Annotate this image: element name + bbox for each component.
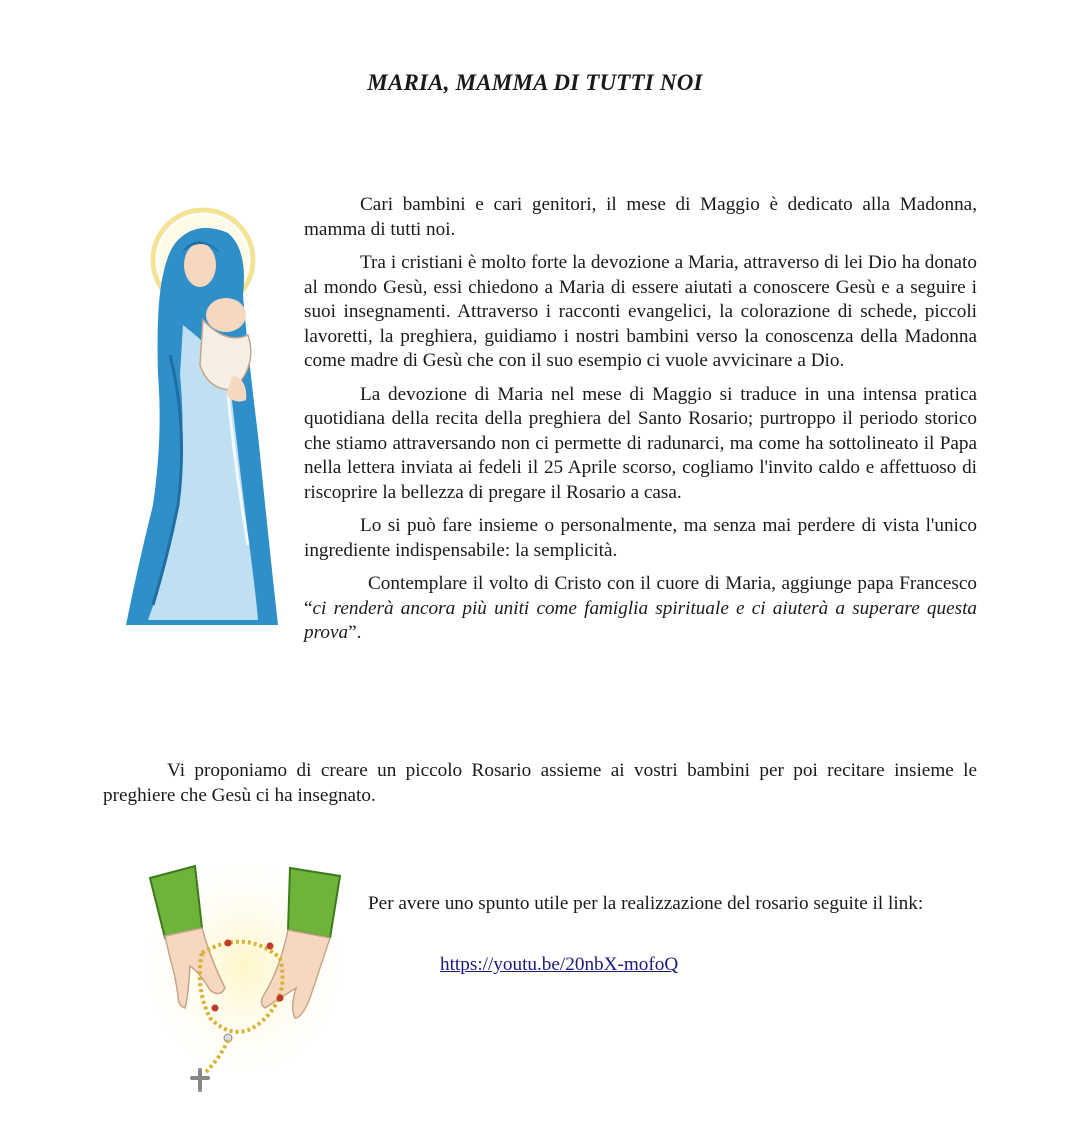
quote-close: ”. xyxy=(348,622,362,643)
paragraph: Lo si può fare insieme o personalmente, ma senza mai perdere di vista l'unico ingrediente indispensabile: la semplicità. xyxy=(304,515,977,561)
rosary-hands-illustration xyxy=(140,858,350,1098)
link-intro: Per avere uno spunto utile per la realizzazione del rosario seguite il link: xyxy=(368,893,924,914)
video-link[interactable]: https://youtu.be/20nbX-mofoQ xyxy=(440,954,679,975)
quote-lead: Contemplare il volto di Cristo con il cuore di Maria, aggiunge papa Francesco “ xyxy=(304,573,977,619)
quote-paragraph xyxy=(304,572,977,646)
madonna-illustration xyxy=(108,205,283,635)
paragraph: Cari bambini e cari genitori, il mese di Maggio è dedicato alla Madonna, mamma di tutti noi. xyxy=(304,194,977,240)
proposal-paragraph: Vi proponiamo di creare un piccolo Rosario assieme ai vostri bambini per poi recitare insieme le preghiere che Gesù ci ha insegnato. xyxy=(103,760,977,806)
main-text-column xyxy=(304,193,977,655)
paragraph: Tra i cristiani è molto forte la devozione a Maria, attraverso di lei Dio ha donato al mondo Gesù, essi chiedono a Maria di essere aiutati a conoscere Gesù e a seguire i suoi insegnamenti. Attraverso i racconti evangelici, la colorazione di schede, piccoli lavoretti, la preghiera, guidiamo i nostri bambini verso la conoscenza della Madonna come madre di Gesù che con il suo esempio ci vuole avvicinare a Dio. xyxy=(304,252,977,371)
pope-quote: ci renderà ancora più uniti come famiglia spirituale e ci aiuterà a superare questa prova xyxy=(304,597,977,643)
paragraph: La devozione di Maria nel mese di Maggio si traduce in una intensa pratica quotidiana della recita della preghiera del Santo Rosario; purtroppo il periodo storico che stiamo attraversando non ci permette di radunarci, ma come ha sottolineato il Papa nella lettera inviata ai fedeli il 25 Aprile scorso, cogliamo l'invito caldo e affettuoso di riscoprire la bellezza di pregare il Rosario a casa. xyxy=(304,383,977,503)
page-title: MARIA, MAMMA DI TUTTI NOI xyxy=(367,70,703,95)
